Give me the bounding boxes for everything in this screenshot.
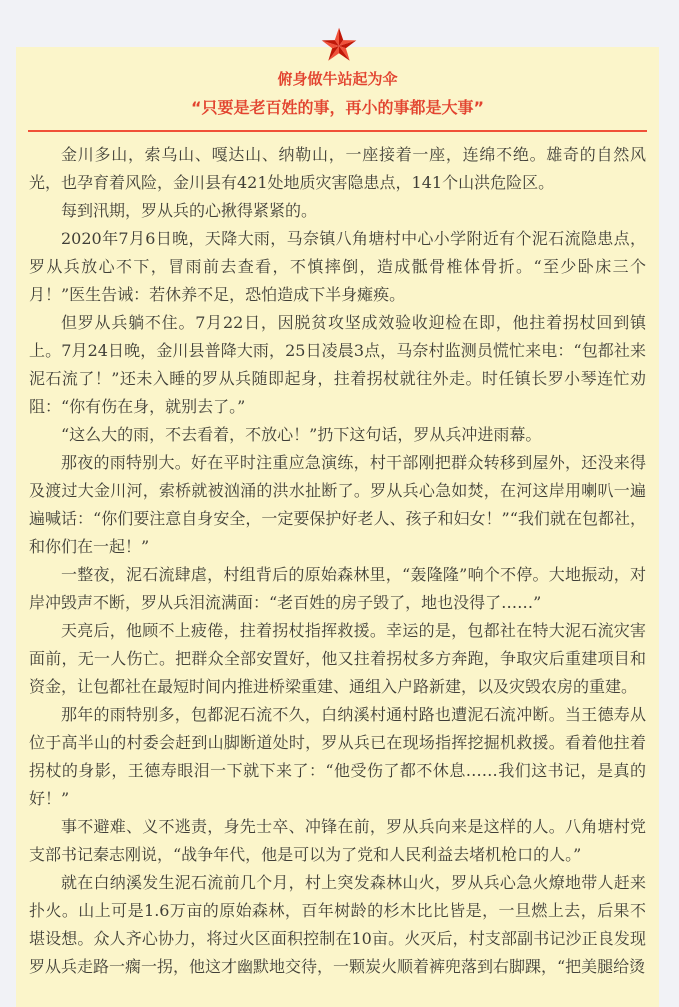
paragraph: 一整夜，泥石流肆虐，村组背后的原始森林里，“轰隆隆”响个不停。大地振动，对岸冲毁声不断，罗从兵泪流满面：“老百姓的房子毁了，地也没得了……” [29, 565, 646, 612]
paragraph: 就在白纳溪发生泥石流前几个月，村上突发森林山火，罗从兵心急火燎地带人赶来扑火。山上可是1.6万亩的原始森林，百年树龄的杉木比比皆是，一旦燃上去，后果不堪设想。众人齐心协力，将过火区面积控制在10亩。火灭后，村支部副书记沙正良发现罗从兵走路一瘸一拐，他这才幽默地交待，一颗炭火顺着裤兜落到右脚踝，“把美腿给烫 [29, 873, 646, 976]
red-star-icon [320, 27, 358, 65]
paragraph: 2020年7月6日晚，天降大雨，马奈镇八角塘村中心小学附近有个泥石流隐患点，罗从兵放心不下，冒雨前去查看，不慎摔倒，造成骶骨椎体骨折。“至少卧床三个月！”医生告诫：若休养不足，恐怕造成下半身瘫痪。 [29, 229, 646, 304]
article-card [16, 47, 659, 1007]
page-subtitle: “只要是老百姓的事，再小的事都是大事” [190, 98, 485, 117]
paragraph: 事不避难、义不逃责，身先士卒、冲锋在前，罗从兵向来是这样的人。八角塘村党支部书记秦志刚说，“战争年代，他是可以为了党和人民利益去堵机枪口的人。” [29, 817, 646, 864]
paragraph: 那夜的雨特别大。好在平时注重应急演练，村干部刚把群众转移到屋外，还没来得及渡过大金川河，索桥就被汹涌的洪水扯断了。罗从兵心急如焚，在河这岸用喇叭一遍遍喊话：“你们要注意自身安全，一定要保护好老人、孩子和妇女！”“我们就在包都社，和你们在一起！” [29, 453, 646, 556]
paragraph: 那年的雨特别多，包都泥石流不久，白纳溪村通村路也遭泥石流冲断。当王德寿从位于高半山的村委会赶到山脚断道处时，罗从兵已在现场指挥挖掘机救援。看着他拄着拐杖的身影，王德寿眼泪一下就下来了：“他受伤了都不休息……我们这书记，是真的好！” [29, 705, 646, 808]
paragraph: 金川多山，索乌山、嘎达山、纳勒山，一座接着一座，连绵不绝。雄奇的自然风光，也孕育着风险，金川县有421处地质灾害隐患点，141个山洪危险区。 [29, 145, 646, 192]
paragraph: 天亮后，他顾不上疲倦，拄着拐杖指挥救援。幸运的是，包都社在特大泥石流灾害面前，无一人伤亡。把群众全部安置好，他又拄着拐杖多方奔跑，争取灾后重建项目和资金，让包都社在最短时间内推进桥梁重建、通组入户路新建，以及灾毁农房的重建。 [29, 621, 646, 696]
article-body [29, 141, 646, 981]
paragraph: 每到汛期，罗从兵的心揪得紧紧的。 [61, 201, 318, 220]
paragraph: “这么大的雨，不去看着，不放心！”扔下这句话，罗从兵冲进雨幕。 [61, 425, 542, 444]
paragraph: 但罗从兵躺不住。7月22日，因脱贫攻坚成效验收迎检在即，他拄着拐杖回到镇上。7月24日晚，金川县普降大雨，25日凌晨3点，马奈村监测员慌忙来电：“包都社来泥石流了！”还未入睡的罗从兵随即起身，拄着拐杖就往外走。时任镇长罗小琴连忙劝阻：“你有伤在身，就别去了。” [29, 313, 646, 416]
title-divider [28, 130, 647, 132]
page-title: 俯身做牛站起为伞 [277, 70, 398, 88]
